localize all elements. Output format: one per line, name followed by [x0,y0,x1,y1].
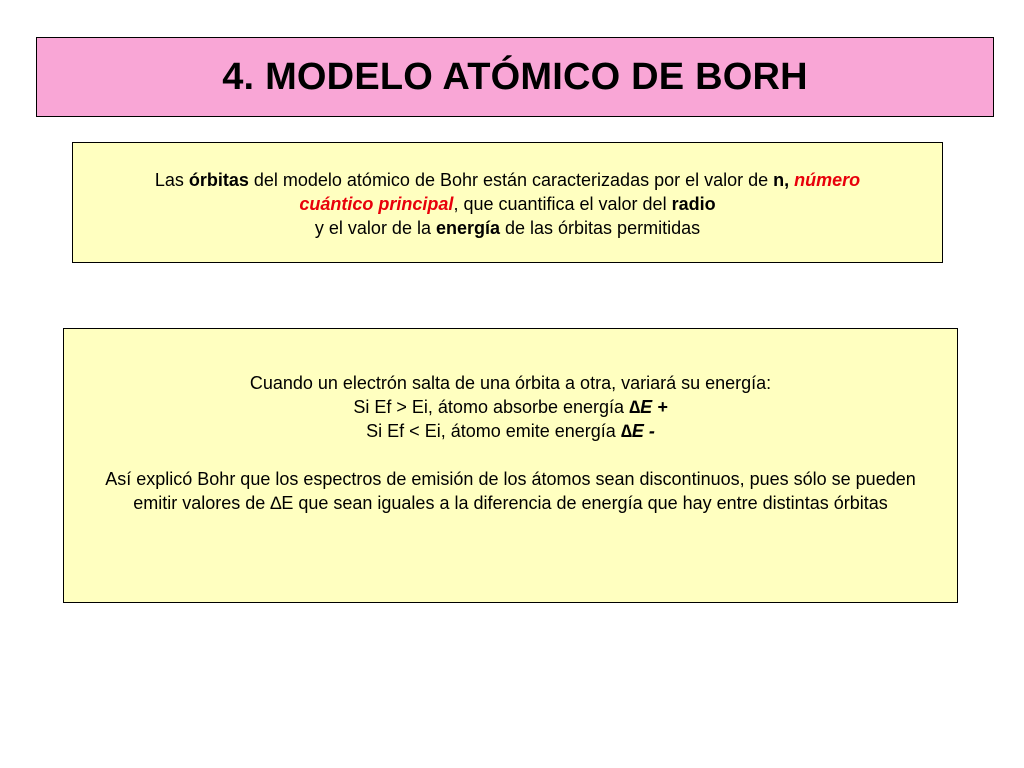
text-segment: y el valor de la [314,218,436,238]
title-banner [36,37,994,117]
term-radio: radio [671,194,716,214]
orbits-definition-box [72,142,943,263]
slide-title: 4. MODELO ATÓMICO DE BORH [222,55,808,98]
term-energia: energía [435,218,500,238]
transition-intro: Cuando un electrón salta de una órbita a otra, variará su energía: [249,373,772,393]
definition-line-1 [73,168,942,192]
text-segment: , que cuantifica el valor del [453,194,672,214]
energy-transition-box [63,328,958,603]
term-numero: número [794,170,861,190]
text-segment: Las [154,170,189,190]
text-segment: del modelo atómico de Bohr están caracterizadas por el valor de [248,170,774,190]
definition-line-2 [73,192,942,216]
definition-line-3 [73,216,942,240]
term-orbitas: órbitas [188,170,249,190]
spectra-explanation: Así explicó Bohr que los espectros de emisión de los átomos sean discontinuos, pues sólo se pueden emitir valores de ∆E que sean iguales a la diferencia de energía que hay entre distintas órbitas [105,469,916,513]
delta-e-positive: ∆E + [629,397,668,417]
absorption-text: Si Ef > Ei, átomo absorbe energía [353,397,630,417]
term-n: n, [773,170,790,190]
delta-e-negative: ∆E - [620,421,655,441]
emission-line [64,419,957,443]
text-segment: de las órbitas permitidas [500,218,701,238]
term-cuantico-principal: cuántico principal [299,194,454,214]
spacer [64,443,957,467]
emission-text: Si Ef < Ei, átomo emite energía [366,421,621,441]
absorption-line [64,395,957,419]
